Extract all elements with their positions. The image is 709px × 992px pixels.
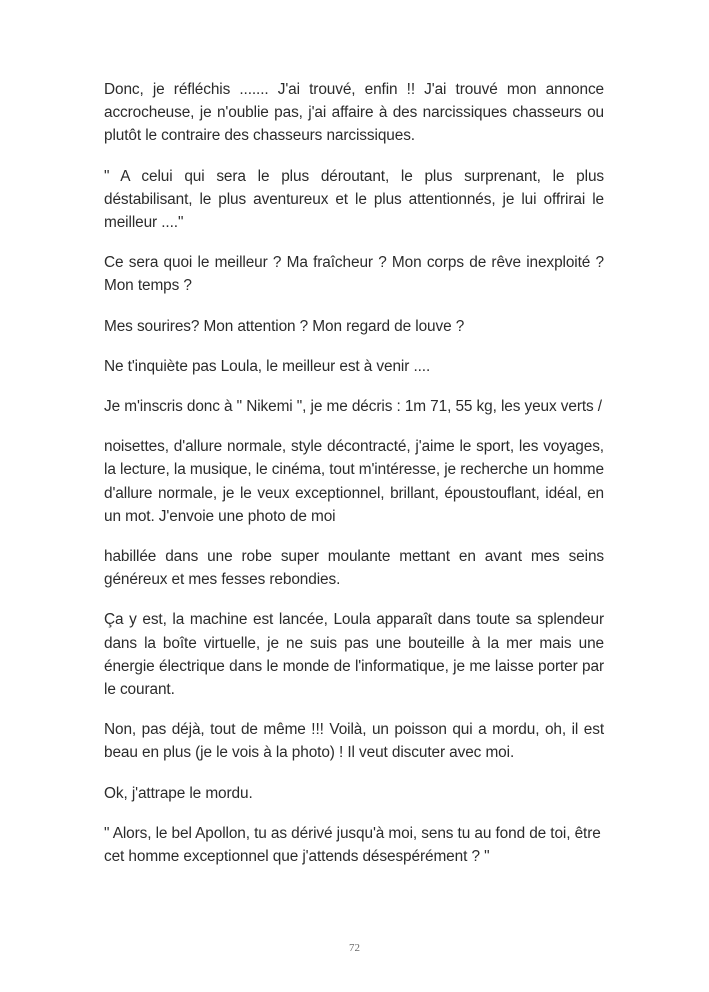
paragraph-11: Ok, j'attrape le mordu. bbox=[104, 784, 253, 802]
paragraph-6: Je m'inscris donc à " Nikemi ", je me décris : 1m 71, 55 kg, les yeux verts / bbox=[104, 398, 602, 416]
paragraph-9: Ça y est, la machine est lancée, Loula apparaît dans toute sa splendeur dans la boîte virtuelle, je ne suis pas une bouteille à la mer mais une énergie électrique dans le monde de l'informatique, je me laisse porter par le courant. bbox=[104, 611, 604, 699]
paragraph-4: Mes sourires? Mon attention ? Mon regard de louve ? bbox=[104, 317, 465, 335]
page-number: 72 bbox=[349, 942, 360, 954]
paragraph-7: noisettes, d'allure normale, style décontracté, j'aime le sport, les voyages, la lecture, la musique, le cinéma, tout m'intéresse, je recherche un homme d'allure normale, je le veux exceptionnel, brillant, époustouflant, idéal, en un mot. J'envoie une photo de moi bbox=[104, 438, 604, 525]
paragraph-8: habillée dans une robe super moulante mettant en avant mes seins généreux et mes fesses rebondies. bbox=[104, 548, 604, 589]
paragraph-1: Donc, je réfléchis ....... J'ai trouvé, enfin !! J'ai trouvé mon annonce accrocheuse, je n'oublie pas, j'ai affaire à des narcissiques chasseurs ou plutôt le contraire des chasseurs narcissiques. bbox=[104, 81, 604, 145]
paragraph-12: " Alors, le bel Apollon, tu as dérivé jusqu'à moi, sens tu au fond de toi, être cet homme exceptionnel que j'attends désespérément ? " bbox=[104, 824, 601, 866]
paragraph-5: Ne t'inquiète pas Loula, le meilleur est à venir .... bbox=[104, 357, 431, 375]
body-text bbox=[104, 78, 604, 885]
paragraph-3: Ce sera quoi le meilleur ? Ma fraîcheur ? Mon corps de rêve inexploité ? Mon temps ? bbox=[104, 254, 604, 295]
paragraph-2: " A celui qui sera le plus déroutant, le plus surprenant, le plus déstabilisant, le plus aventureux et le plus attentionnés, je lui offrirai le meilleur ...." bbox=[104, 167, 604, 232]
paragraph-10: Non, pas déjà, tout de même !!! Voilà, un poisson qui a mordu, oh, il est beau en plus (je le vois à la photo) ! Il veut discuter avec moi. bbox=[104, 721, 604, 762]
